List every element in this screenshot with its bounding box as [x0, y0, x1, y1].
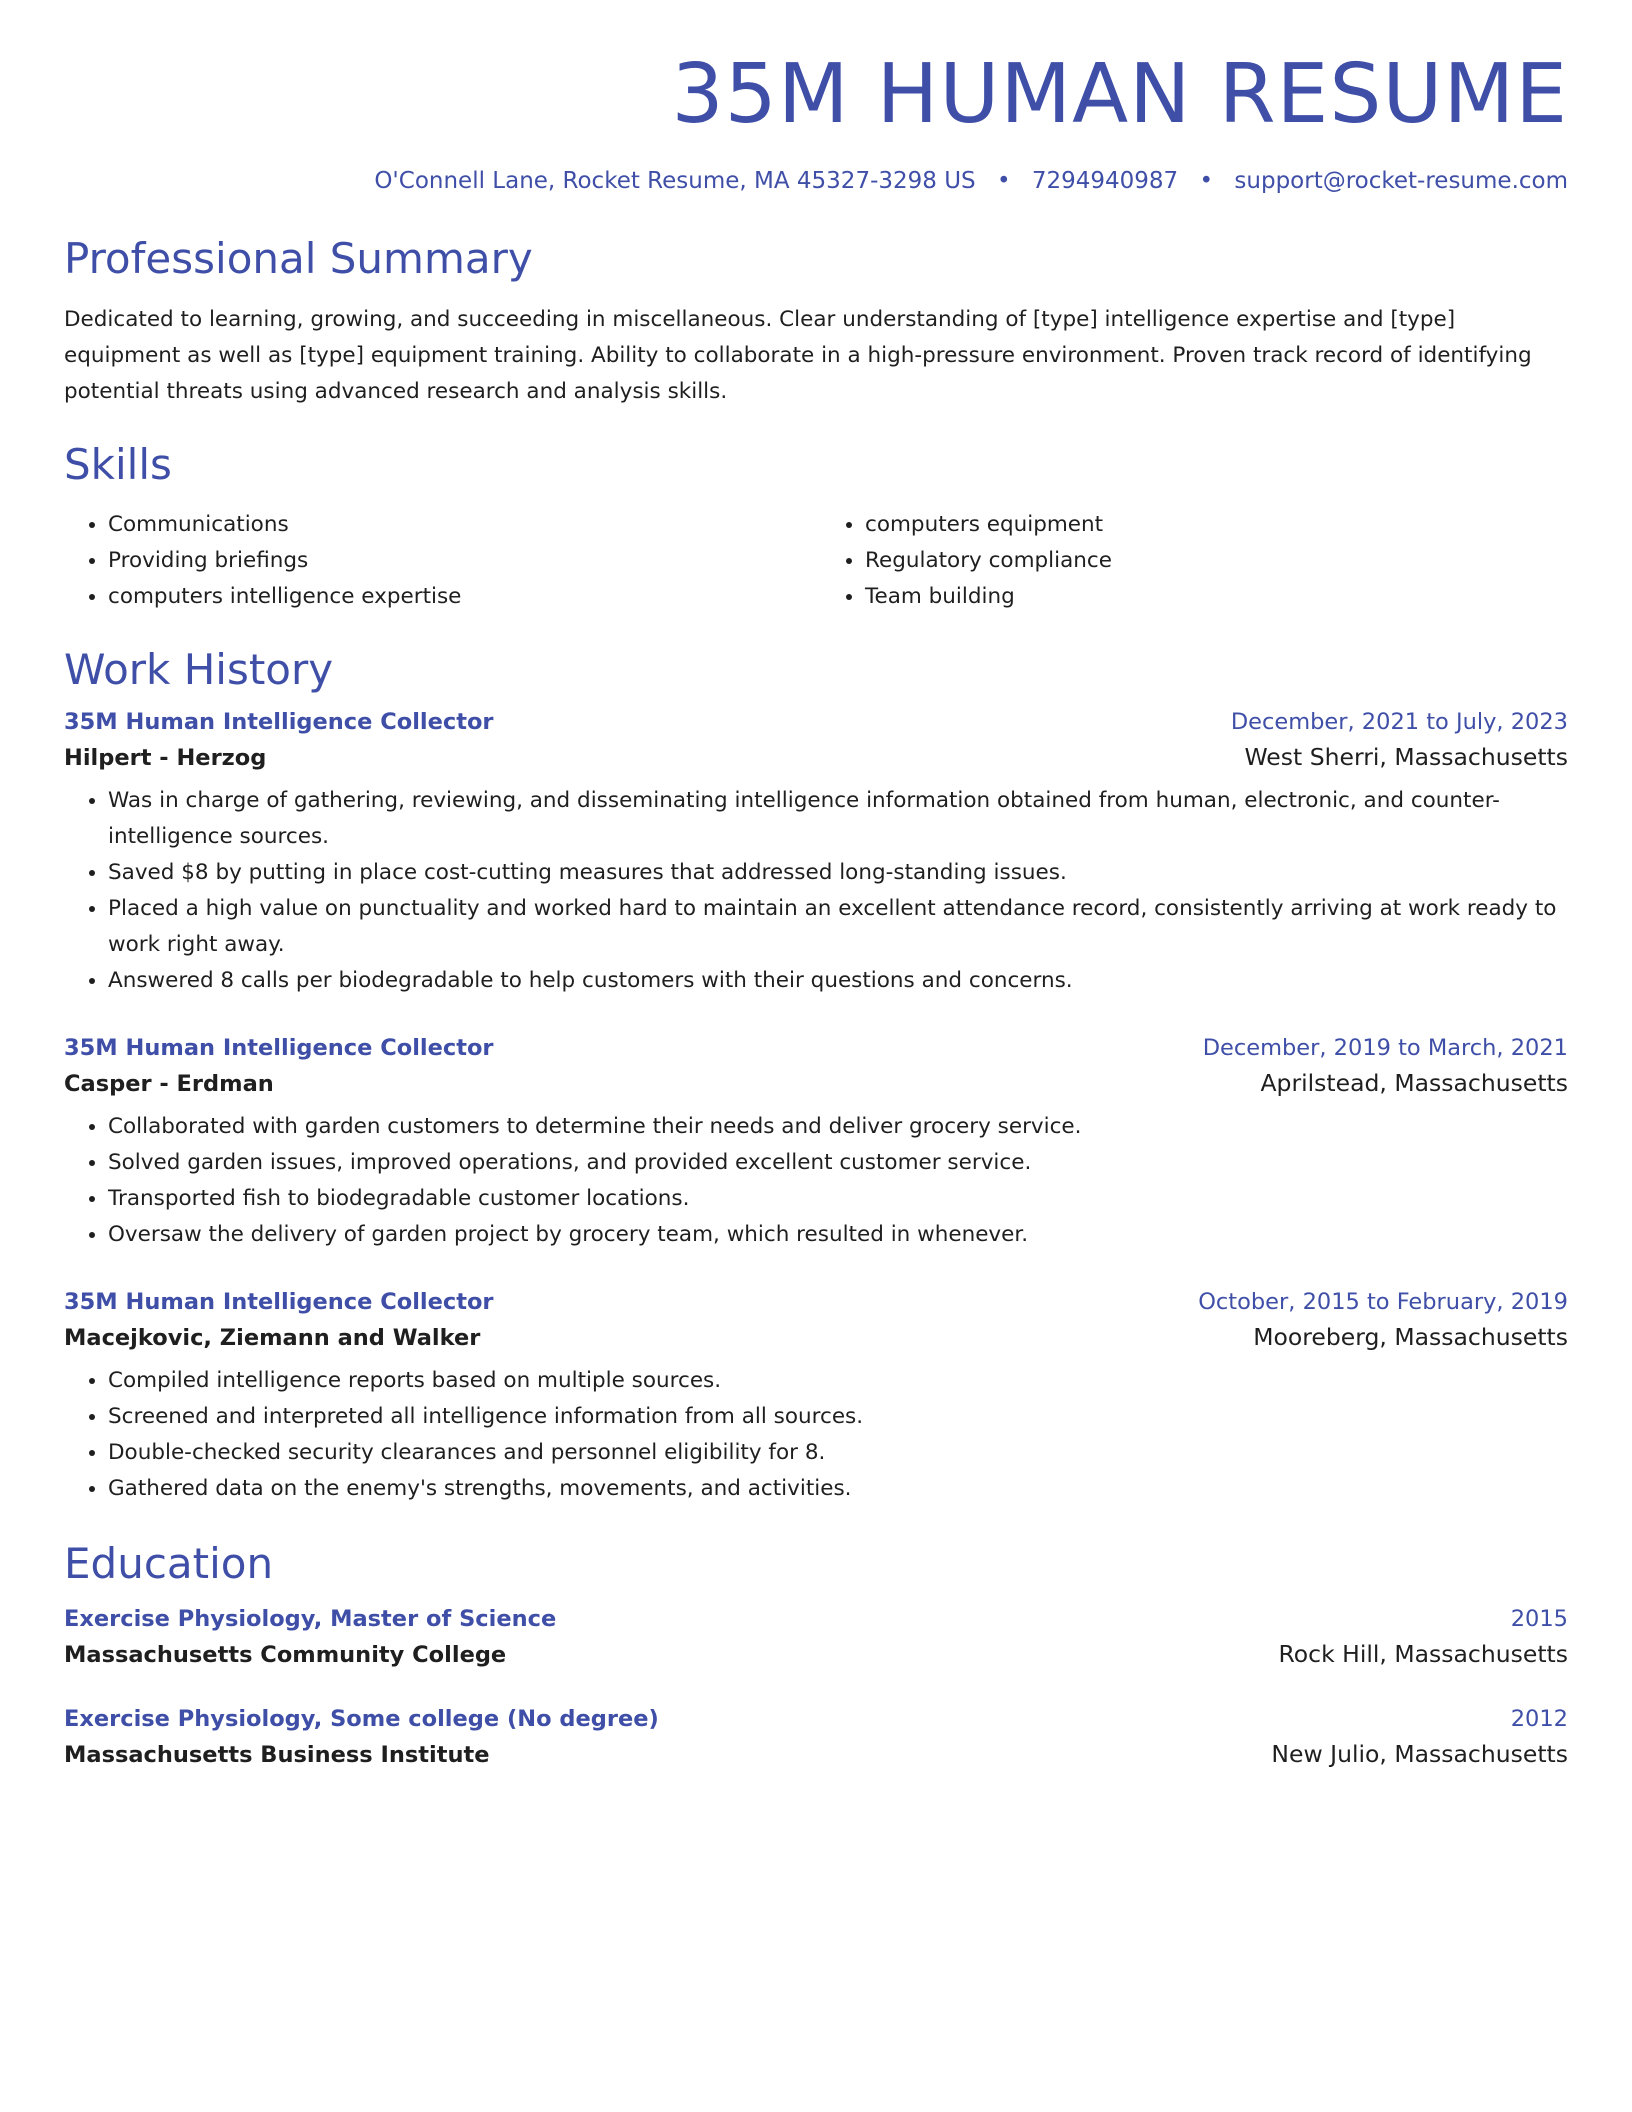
job-company-row	[64, 1323, 1568, 1351]
job-header-row	[64, 709, 1568, 735]
education-school: Massachusetts Business Institute	[64, 1741, 490, 1768]
job-header-row	[64, 1035, 1568, 1061]
job-bullets	[64, 1363, 1568, 1507]
contact-separator: •	[996, 168, 1011, 195]
job-bullet: • Placed a high value on punctuality and worked hard to maintain an excellent attendance record, consistently arriving at work ready to work right away.	[108, 891, 1568, 963]
job-bullets	[64, 783, 1568, 999]
summary-heading: Professional Summary	[64, 234, 533, 284]
job-location: Mooreberg, Massachusetts	[1253, 1323, 1568, 1352]
contact-line	[64, 168, 1568, 194]
job-title: 35M Human Intelligence Collector	[64, 709, 494, 736]
job-bullet: • Compiled intelligence reports based on multiple sources.	[108, 1363, 1568, 1399]
contact-address: O'Connell Lane, Rocket Resume, MA 45327-3298 US	[374, 168, 976, 195]
job-dates: October, 2015 to February, 2019	[1198, 1289, 1568, 1316]
education-entry	[64, 1706, 1568, 1768]
job-bullet: • Solved garden issues, improved operations, and provided excellent customer service.	[108, 1145, 1568, 1181]
skills-list-left	[64, 507, 811, 615]
job-location: Aprilstead, Massachusetts	[1260, 1069, 1568, 1098]
job-entry	[64, 709, 1568, 999]
job-bullet: • Screened and interpreted all intelligence information from all sources.	[108, 1399, 1568, 1435]
education-degree: Exercise Physiology, Master of Science	[64, 1605, 557, 1632]
education-heading: Education	[64, 1539, 274, 1589]
skills-heading: Skills	[64, 440, 172, 490]
job-company: Macejkovic, Ziemann and Walker	[64, 1325, 481, 1352]
education-school-row	[64, 1640, 1568, 1668]
job-bullet: • Saved $8 by putting in place cost-cutting measures that addressed long-standing issues.	[108, 855, 1568, 891]
skill-item: • Team building	[865, 579, 1568, 615]
skills-grid	[64, 507, 1568, 615]
job-bullet: • Oversaw the delivery of garden project by grocery team, which resulted in whenever.	[108, 1217, 1568, 1253]
resume-header	[64, 0, 1568, 194]
skill-item: • computers equipment	[865, 507, 1568, 543]
job-company-row	[64, 743, 1568, 771]
job-bullet: • Double-checked security clearances and personnel eligibility for 8.	[108, 1435, 1568, 1471]
skill-item: • Providing briefings	[108, 543, 811, 579]
education-school: Massachusetts Community College	[64, 1641, 507, 1668]
job-bullet: • Was in charge of gathering, reviewing, and disseminating intelligence information obtained from human, electronic, and counter-intelligence sources.	[108, 783, 1568, 855]
summary-text: Dedicated to learning, growing, and succeeding in miscellaneous. Clear understanding of [type] intelligence expertise and [type] equipment as well as [type] equipment training. Ability to collaborate in a high-pressure environment. Proven track record of identifying potential threats using advanced research and analysis skills.	[64, 307, 1532, 405]
education-year: 2012	[1510, 1705, 1568, 1732]
education-header-row	[64, 1606, 1568, 1632]
skill-item: • Regulatory compliance	[865, 543, 1568, 579]
job-company: Hilpert - Herzog	[64, 745, 267, 772]
job-company: Casper - Erdman	[64, 1071, 274, 1098]
education-location: New Julio, Massachusetts	[1271, 1739, 1568, 1768]
job-dates: December, 2019 to March, 2021	[1202, 1035, 1568, 1062]
contact-phone: 7294940987	[1031, 168, 1179, 195]
contact-email[interactable]: support@rocket-resume.com	[1234, 168, 1568, 195]
contact-separator: •	[1199, 168, 1214, 195]
job-bullets	[64, 1109, 1568, 1253]
job-bullet: • Collaborated with garden customers to determine their needs and deliver grocery service.	[108, 1109, 1568, 1145]
candidate-name: 35M HUMAN RESUME	[671, 47, 1568, 142]
job-bullet: • Transported fish to biodegradable customer locations.	[108, 1181, 1568, 1217]
job-title: 35M Human Intelligence Collector	[64, 1035, 494, 1062]
education-location: Rock Hill, Massachusetts	[1278, 1639, 1568, 1668]
job-title: 35M Human Intelligence Collector	[64, 1289, 494, 1316]
education-degree: Exercise Physiology, Some college (No degree)	[64, 1705, 659, 1732]
job-header-row	[64, 1289, 1568, 1315]
work-history-heading: Work History	[64, 644, 334, 694]
education-year: 2015	[1510, 1605, 1568, 1632]
job-entry	[64, 1035, 1568, 1253]
job-location: West Sherri, Massachusetts	[1244, 743, 1568, 772]
skill-item: • Communications	[108, 507, 811, 543]
skill-item: • computers intelligence expertise	[108, 579, 811, 615]
education-entry	[64, 1606, 1568, 1668]
job-entry	[64, 1289, 1568, 1507]
job-company-row	[64, 1069, 1568, 1097]
skills-list-right	[821, 507, 1568, 615]
job-dates: December, 2021 to July, 2023	[1230, 709, 1568, 736]
job-bullet: • Gathered data on the enemy's strengths, movements, and activities.	[108, 1471, 1568, 1507]
education-header-row	[64, 1706, 1568, 1732]
job-bullet: • Answered 8 calls per biodegradable to help customers with their questions and concerns.	[108, 963, 1568, 999]
education-school-row	[64, 1740, 1568, 1768]
